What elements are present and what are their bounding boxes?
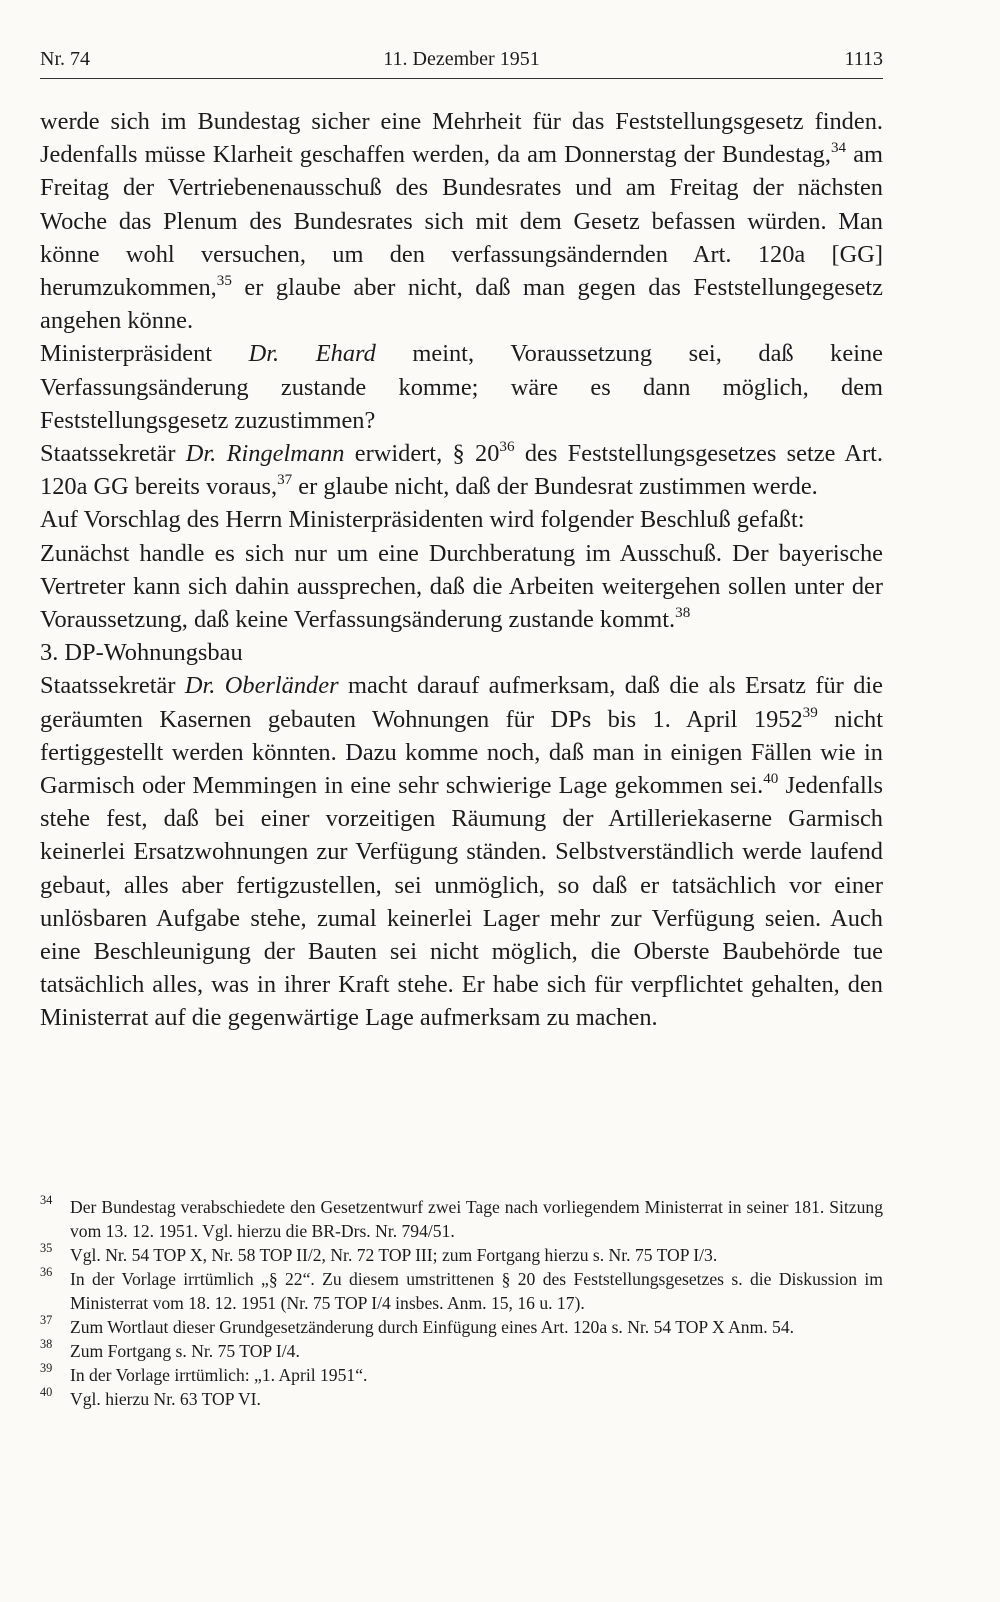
footnote-ref: 35 xyxy=(216,273,232,290)
text-run: 3. DP-Wohnungsbau xyxy=(40,639,243,667)
footnote-ref: 39 xyxy=(802,704,818,721)
main-text xyxy=(40,105,883,1035)
page-number: 1113 xyxy=(844,48,883,70)
footnote-text: Zum Fortgang s. Nr. 75 TOP I/4. xyxy=(70,1341,300,1361)
footnote-text: In der Vorlage irrtümlich: „1. April 1951“. xyxy=(70,1365,368,1385)
text-run: er glaube aber nicht, daß man gegen das Feststellungegesetz angehen könne. xyxy=(40,274,883,335)
footnote-ref: 40 xyxy=(763,771,779,788)
footnote-ref: 37 xyxy=(277,472,293,489)
footnote xyxy=(40,1195,883,1243)
text-run: meint, Voraussetzung sei, daß keine Verfassungsänderung zustande komme; wäre es dann möglich, dem Feststellungsgesetz zuzustimmen? xyxy=(40,340,883,434)
paragraph-p3 xyxy=(40,437,883,503)
text-run: Staatssekretär xyxy=(40,440,186,468)
footnote-text: Zum Wortlaut dieser Grundgesetzänderung durch Einfügung eines Art. 120a s. Nr. 54 TOP X Anm. 54. xyxy=(70,1317,795,1337)
footnote-text: Vgl. Nr. 54 TOP X, Nr. 58 TOP II/2, Nr. 72 TOP III; zum Fortgang hierzu s. Nr. 75 TOP I/3. xyxy=(70,1245,718,1265)
footnote-number: 39 xyxy=(40,1361,53,1375)
text-run xyxy=(279,340,316,367)
text-run: am Freitag der Vertriebenenausschuß des Bundesrates und am Freitag der nächsten Woche das Plenum des Bundesrates sich mit dem Gesetz befassen würden. Man könne wohl versuchen, um den verfassungsändernden Art. 120a [GG] herumzukommen, xyxy=(40,141,883,302)
footnote xyxy=(40,1243,883,1267)
running-header xyxy=(40,44,883,79)
paragraph-p4 xyxy=(40,503,883,536)
footnote-number: 34 xyxy=(40,1193,53,1207)
footnote xyxy=(40,1387,883,1411)
text-run: des Feststellungsgesetzes setze Art. 120a GG bereits voraus, xyxy=(40,440,883,501)
paragraph-p7 xyxy=(40,669,883,1034)
person-name: Oberländer xyxy=(224,672,339,700)
footnote-number: 40 xyxy=(40,1385,53,1399)
footnote xyxy=(40,1315,883,1339)
footnote-ref: 36 xyxy=(499,439,515,456)
footnote-number: 38 xyxy=(40,1337,53,1351)
paragraph-p6 xyxy=(40,636,883,669)
text-run: Zunächst handle es sich nur um eine Durchberatung im Ausschuß. Der bayerische Vertreter kann sich dahin aussprechen, daß die Arbeiten weitergehen sollen unter der Voraussetzung, daß keine Verfassungsänderung zustande kommt. xyxy=(40,539,883,634)
footnote-ref: 38 xyxy=(675,605,691,622)
footnotes-section xyxy=(40,1195,883,1411)
footnote-number: 35 xyxy=(40,1241,53,1255)
text-run: Ministerpräsident xyxy=(40,340,249,368)
person-name: Ringelmann xyxy=(226,440,345,468)
header-date: 11. Dezember 1951 xyxy=(383,48,540,70)
footnote xyxy=(40,1267,883,1315)
footnote-text: In der Vorlage irrtümlich „§ 22“. Zu diesem umstrittenen § 20 des Feststellungsgesetzes s. die Diskussion im Ministerrat vom 18. 12. 1951 (Nr. 75 TOP I/4 insbes. Anm. 15, 16 u. 17). xyxy=(70,1269,883,1313)
text-run xyxy=(215,672,224,699)
footnote-number: 36 xyxy=(40,1265,53,1279)
footnote-number: 37 xyxy=(40,1313,53,1327)
person-name: Dr. xyxy=(185,440,217,468)
text-run: Auf Vorschlag des Herrn Ministerpräsidenten wird folgender Beschluß gefaßt: xyxy=(40,506,805,534)
text-run xyxy=(216,440,226,467)
person-name: Dr. xyxy=(248,340,280,368)
footnote xyxy=(40,1339,883,1363)
text-run: Jedenfalls stehe fest, daß bei einer vorzeitigen Räumung der Artilleriekaserne Garmisch keinerlei Ersatzwohnungen zur Verfügung ständen. Selbstverständlich werde laufend gebaut, alles aber fertigzustellen, sei unmöglich, so daß er tatsächlich vor einer unlösbaren Aufgabe stehe, zumal keinerlei Lager mehr zur Verfügung seien. Auch eine Beschleunigung der Bauten sei nicht möglich, die Oberste Baubehörde tue tatsächlich alles, was in ihrer Kraft stehe. Er habe sich für verpflichtet gehalten, den Ministerrat auf die gegenwärtige Lage aufmerksam zu machen. xyxy=(40,772,883,1032)
text-run: erwidert, § 20 xyxy=(344,440,500,468)
person-name: Ehard xyxy=(315,340,376,368)
text-run: werde sich im Bundestag sicher eine Mehrheit für das Feststellungsgesetz finden. Jedenfalls müsse Klarheit geschaffen werden, da am Donnerstag der Bundestag, xyxy=(40,108,883,169)
text-run: nicht fertiggestellt werden könnten. Dazu komme noch, daß man in einigen Fällen wie in Garmisch oder Memmingen in eine sehr schwierige Lage gekommen sei. xyxy=(40,705,883,800)
text-run: Staatssekretär xyxy=(40,672,185,700)
footnote-text: Der Bundestag verabschiedete den Gesetzentwurf zwei Tage nach vorliegendem Ministerrat in seiner 181. Sitzung vom 13. 12. 1951. Vgl. hierzu die BR-Drs. Nr. 794/51. xyxy=(70,1197,883,1241)
footnote-text: Vgl. hierzu Nr. 63 TOP VI. xyxy=(70,1389,261,1409)
text-run: macht darauf aufmerksam, daß die als Ersatz für die geräumten Kasernen gebauten Wohnungen für DPs bis 1. April 1952 xyxy=(40,672,883,733)
person-name: Dr. xyxy=(184,672,216,700)
text-run: er glaube nicht, daß der Bundesrat zustimmen werde. xyxy=(292,473,818,501)
footnote xyxy=(40,1363,883,1387)
paragraph-p1 xyxy=(40,105,883,337)
paragraph-p2 xyxy=(40,337,883,437)
paragraph-p5 xyxy=(40,537,883,637)
footnote-ref: 34 xyxy=(830,140,847,157)
issue-number: Nr. 74 xyxy=(40,48,90,70)
